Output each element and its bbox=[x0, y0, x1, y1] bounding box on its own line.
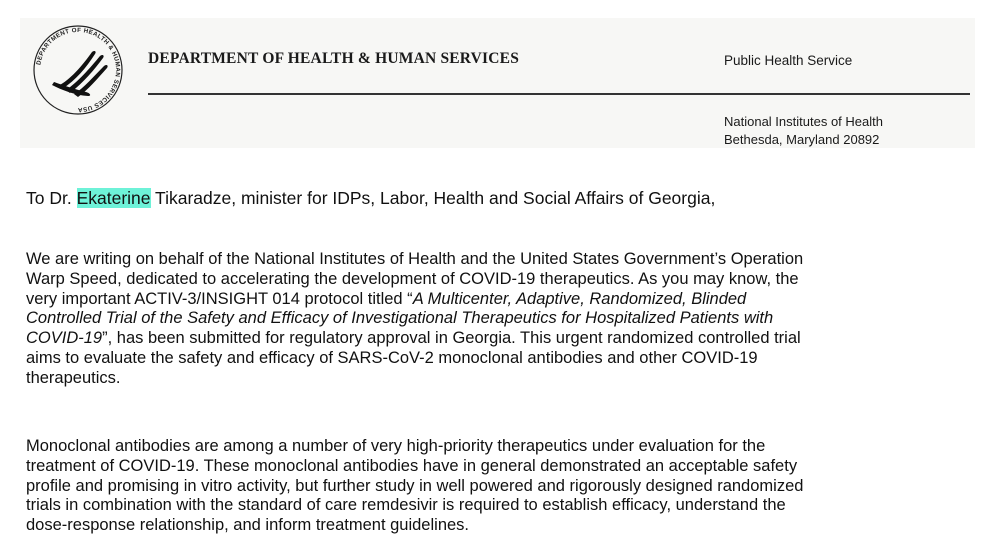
protocol-intro: very important ACTIV-3/INSIGHT 014 protocol titled “ bbox=[26, 289, 413, 308]
paragraph-text: ”, has been submitted for regulatory approval in Georgia. This urgent randomized controlled trial bbox=[102, 329, 801, 348]
paragraph-2 bbox=[26, 437, 976, 536]
greeting-line bbox=[26, 188, 715, 209]
paragraph-line: We are writing on behalf of the National Institutes of Health and the United States Government’s Operation bbox=[26, 250, 804, 268]
highlighted-name: Ekaterine bbox=[76, 188, 151, 208]
hhs-seal-icon bbox=[30, 22, 126, 118]
department-name: DEPARTMENT OF HEALTH & HUMAN SERVICES bbox=[148, 50, 520, 67]
institute-address bbox=[724, 113, 883, 149]
paragraph-line: trials in combination with the standard of care remdesivir is required to establish efficacy, understand the bbox=[26, 496, 786, 515]
paragraph-line bbox=[26, 329, 976, 349]
paragraph-line: therapeutics. bbox=[26, 368, 121, 387]
paragraph-line: Monoclonal antibodies are among a number of very high-priority therapeutics under evaluation for the bbox=[26, 437, 766, 455]
paragraph-line: dose-response relationship, and inform treatment guidelines. bbox=[26, 516, 470, 535]
greeting-surname: Tikaradze bbox=[150, 188, 232, 208]
paragraph-line: treatment of COVID-19. These monoclonal antibodies have in general demonstrated an acceptable safety bbox=[26, 456, 798, 475]
greeting-prefix: To Dr. bbox=[26, 188, 77, 208]
institute-name: National Institutes of Health bbox=[724, 114, 883, 129]
protocol-title-part: Controlled Trial of the Safety and Efficacy of Investigational Therapeutics for Hospitalized Patients with bbox=[26, 309, 774, 328]
paragraph-line: aims to evaluate the safety and efficacy of SARS-CoV-2 monoclonal antibodies and other COVID-19 bbox=[26, 348, 758, 367]
paragraph-1 bbox=[26, 250, 976, 389]
institute-city: Bethesda, Maryland 20892 bbox=[724, 132, 880, 147]
paragraph-line: Warp Speed, dedicated to accelerating the development of COVID-19 therapeutics. As you may know, the bbox=[26, 269, 799, 288]
paragraph-line: profile and promising in vitro activity, but further study in well powered and rigorously designed randomized bbox=[26, 476, 804, 495]
paragraph-line bbox=[26, 290, 976, 310]
seal-text: DEPARTMENT OF HEALTH & HUMAN SERVICES USA bbox=[35, 26, 122, 114]
letterhead-rule bbox=[148, 93, 970, 95]
greeting-suffix: , minister for IDPs, Labor, Health and Social Affairs of Georgia, bbox=[231, 188, 716, 208]
paragraph-line bbox=[26, 309, 976, 329]
protocol-title-part: COVID-19 bbox=[26, 329, 103, 348]
protocol-title-part: A Multicenter, Adaptive, Randomized, Blinded bbox=[412, 289, 747, 308]
service-name: Public Health Service bbox=[724, 53, 853, 68]
